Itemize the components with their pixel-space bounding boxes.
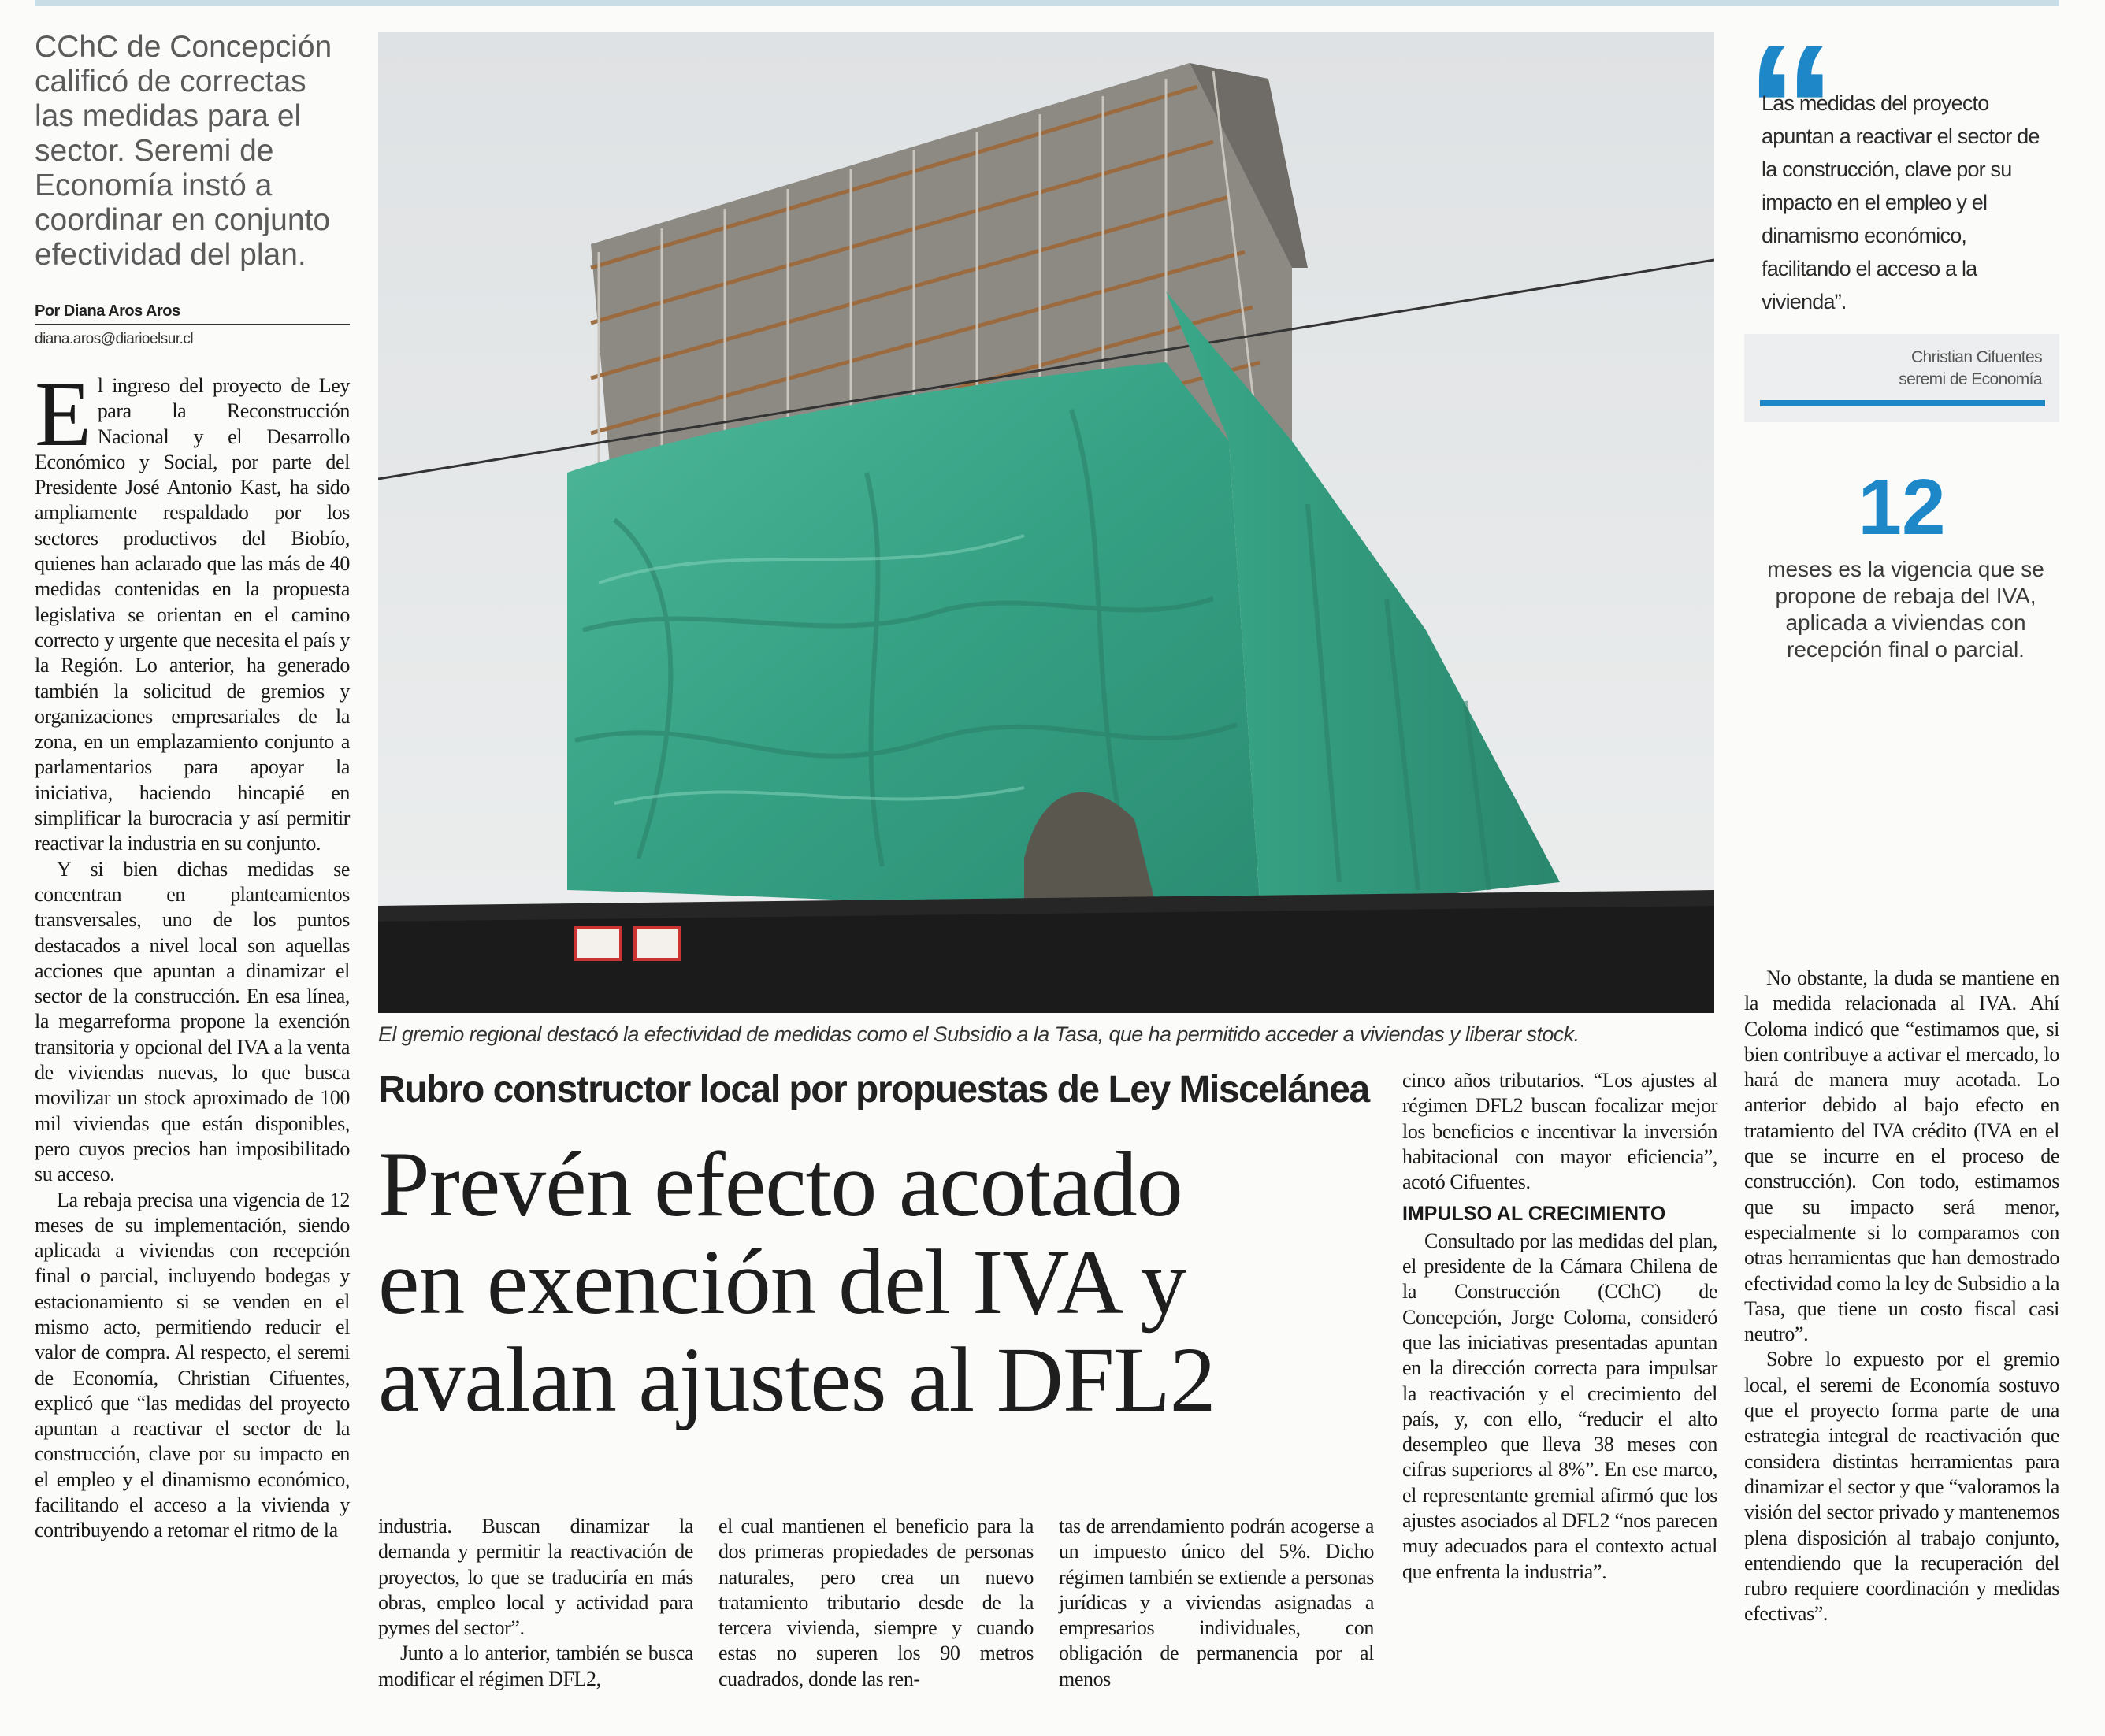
pull-quote-text: Las medidas del proyecto apuntan a reactivar el sector de la construcción, clave por su impacto en el empleo y el dinamismo económico, facilitando el acceso a la vivienda”. xyxy=(1762,91,2040,313)
paragraph: cinco años tributarios. “Los ajustes al régimen DFL2 buscan focalizar mejor los beneficios e incentivar la inversión habitacional con mayor eficiencia”, acotó Cifuentes. xyxy=(1402,1069,1717,1194)
deck-summary: CChC de Concepción calificó de correctas las medidas para el sector. Seremi de Economía instó a coordinar en conjunto efectividad del plan. xyxy=(35,30,332,272)
stat-description: meses es la vigencia que se propone de rebaja del IVA, aplicada a viviendas con recepción final o parcial. xyxy=(1767,557,2044,662)
quote-author-name: Christian Cifuentes xyxy=(1910,348,2042,366)
building-under-construction-image xyxy=(378,32,1714,1013)
quote-mark-icon: “ xyxy=(1746,7,1816,210)
paragraph: No obstante, la duda se mantiene en la medida relacionada al IVA. Ahí Coloma indicó que “estimamos que, si bien contribuye a activar el mercado, lo hará de manera muy acotada. Lo anterior debido al bajo efecto en tratamiento del IVA crédito (IVA en el que se incurre en el proceso de construcción). Con todo, estimamos que su impacto será menor, especialmente si lo comparamos con otras herramientas que han demostrado efectividad como la ley de Subsidio a la Tasa, que tiene un costo fiscal casi neutro”. xyxy=(1744,966,2059,1346)
body-column-3 xyxy=(718,1514,1034,1692)
body-column-4 xyxy=(1059,1514,1374,1692)
top-rule xyxy=(35,0,2059,6)
headline-line: avalan ajustes al DFL2 xyxy=(378,1328,1216,1431)
headline-line: Prevén efecto acotado xyxy=(378,1133,1182,1236)
paragraph: tas de arrendamiento podrán acogerse a un impuesto único del 5%. Dicho régimen también se extiende a personas jurídicas y a viviendas asignadas a empresarios individuales, con obligación de permanencia por al menos xyxy=(1059,1515,1374,1690)
paragraph: Consultado por las medidas del plan, el presidente de la Cámara Chilena de la Construcción (CChC) de Concepción, Jorge Coloma, consideró que las iniciativas presentadas apuntan en la dirección correcta para impulsar la reactivación y el crecimiento del país, y, con ello, “reducir el alto desempleo que lleva 38 meses con cifras superiores al 8%”. En ese marco, el representante gremial afirmó que los ajustes asociados al DFL2 “nos parecen muy adecuados para el contexto actual que enfrenta la industria”. xyxy=(1402,1229,1717,1583)
quote-accent-bar xyxy=(1760,400,2045,406)
body-column-5 xyxy=(1402,1068,1717,1585)
drop-cap: E xyxy=(35,362,91,466)
paragraph: el cual mantienen el beneficio para la dos primeras propiedades de personas naturales, pero crea un nuevo tratamiento tributario desde de la tercera vivienda, siempre y cuando estas no superen los 90 metros cuadrados, donde las ren- xyxy=(718,1515,1034,1690)
paragraph: Y si bien dichas medidas se concentran en planteamientos transversales, uno de los puntos destacados a nivel local son aquellas acciones que apuntan a dinamizar el sector de la construcción. En esa línea, la megarreforma propone la exención transitoria y opcional del IVA a la venta de viviendas nuevas, lo que busca movilizar un stock aproximado de 100 mil viviendas que están disponibles, pero cuyos precios han imposibilitado su acceso. xyxy=(35,857,350,1186)
body-column-2 xyxy=(378,1514,693,1692)
paragraph: La rebaja precisa una vigencia de 12 meses de su implementación, siendo aplicada a viviendas con recepción final o parcial, incluyendo bodegas y estacionamiento si se venden en el mismo acto, permitiendo reducir el valor de compra. Al respecto, el seremi de Economía, Christian Cifuentes, explicó que “las medidas del proyecto apuntan a reactivar el sector de la construcción, clave por su impacto en el empleo y el dinamismo económico, facilitando el acceso a la vivienda y contribuyendo a retomar el ritmo de la xyxy=(35,1188,350,1542)
body-column-6 xyxy=(1744,966,2059,1627)
construction-photo xyxy=(378,32,1714,1013)
body-column-1 xyxy=(35,362,350,1544)
headline xyxy=(378,1133,1402,1431)
kicker: Rubro constructor local por propuestas de Ley Miscelánea xyxy=(378,1069,1369,1111)
quote-author-role: seremi de Economía xyxy=(1899,370,2042,388)
paragraph: industria. Buscan dinamizar la demanda y permitir la reactivación de proyectos, lo que se traduciría en más obras, empleo local y actividad para pymes del sector”. xyxy=(378,1515,693,1640)
paragraph: Sobre lo expuesto por el gremio local, el seremi de Economía sostuvo que el proyecto forma parte de una estrategia integral de reactivación que considera distintas herramientas para dinamizar el sector y que “valoramos la visión del sector privado y mantenemos plena disposición al trabajo conjunto, entendiendo que la recuperación del rubro requiere coordinación y medidas efectivas”. xyxy=(1744,1348,2059,1626)
headline-line: en exención del IVA y xyxy=(378,1230,1186,1334)
byline: Por Diana Aros Aros xyxy=(35,302,350,325)
stat-number: 12 xyxy=(1858,463,1946,551)
photo-caption: El gremio regional destacó la efectividad de medidas como el Subsidio a la Tasa, que ha permitido acceder a viviendas y liberar stock. xyxy=(378,1022,1580,1046)
quote-attribution xyxy=(1744,347,2042,391)
paragraph: El ingreso del proyecto de Ley para la Reconstrucción Nacional y el Desarrollo Económico y Social, por parte del Presidente José Antonio Kast, ha sido ampliamente respaldado por los sectores productivos del Biobío, quienes han aclarado que las más de 40 medidas contenidas en la propuesta legislativa se orientan en el camino correcto y urgente que necesita el país y la Región. Lo anterior, ha generado también la solicitud de gremios y organizaciones empresariales de la zona, en un emplazamiento conjunto a parlamentarios para apoyar la iniciativa, haciendo hincapié en simplificar la burocracia y así permitir reactivar la industria en su conjunto. xyxy=(35,362,350,855)
paragraph: Junto a lo anterior, también se busca modificar el régimen DFL2, xyxy=(378,1641,693,1690)
author-email: diana.aros@diarioelsur.cl xyxy=(35,331,194,347)
section-subhead: IMPULSO AL CRECIMIENTO xyxy=(1402,1203,1666,1226)
